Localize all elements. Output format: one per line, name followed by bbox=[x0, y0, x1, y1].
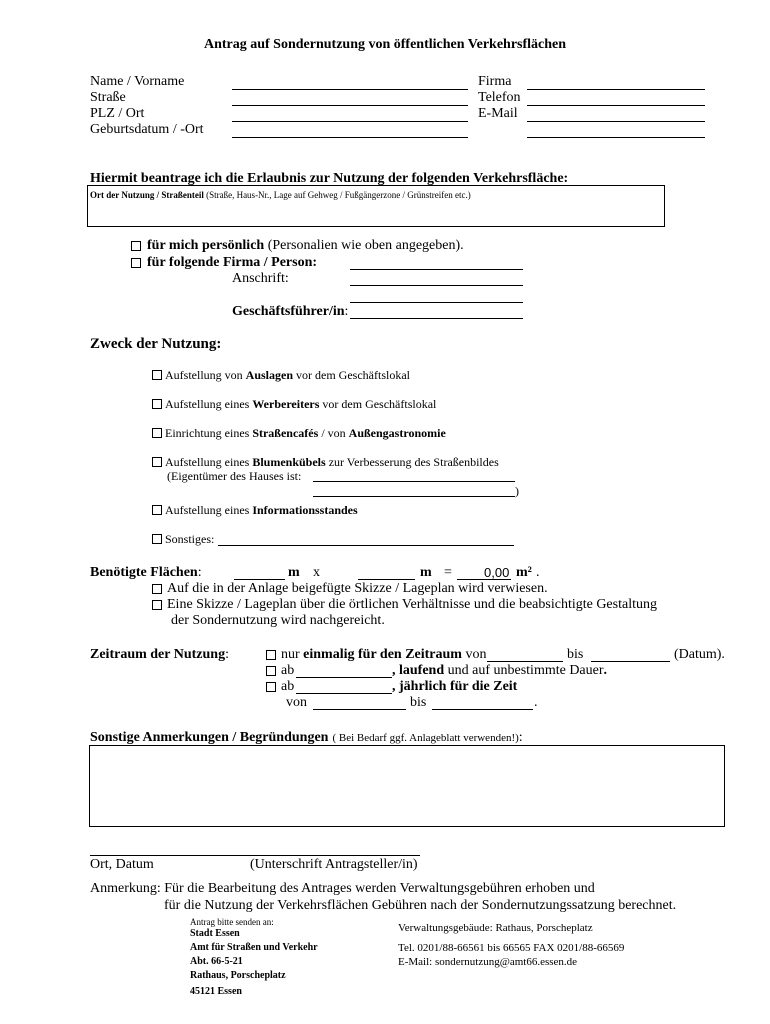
area-result[interactable]: 0,00 bbox=[484, 565, 510, 580]
address-label: Anschrift: bbox=[232, 271, 289, 286]
sketch-later-label-2: der Sondernutzung wird nachgereicht. bbox=[171, 613, 385, 628]
purpose-checkbox-4[interactable] bbox=[152, 457, 162, 467]
address-line-3: Abt. 66-5-21 bbox=[190, 956, 243, 967]
contact-email: E-Mail: sondernutzung@amt66.essen.de bbox=[398, 956, 578, 968]
other-purpose-field[interactable] bbox=[218, 545, 514, 546]
remarks-colon: : bbox=[518, 730, 523, 745]
company-checkbox[interactable] bbox=[131, 258, 141, 268]
once-text-a: nur bbox=[281, 647, 304, 662]
location-label-row bbox=[90, 191, 471, 200]
once-datum-label: (Datum). bbox=[674, 647, 725, 662]
extra-field[interactable] bbox=[527, 137, 705, 138]
manager-colon: : bbox=[344, 304, 349, 319]
address-field-1[interactable] bbox=[350, 285, 523, 286]
yearly-dot: . bbox=[534, 695, 538, 710]
area-colon: : bbox=[197, 565, 202, 580]
company-name-field[interactable] bbox=[350, 269, 523, 270]
sketch-later-checkbox[interactable] bbox=[152, 600, 162, 610]
remarks-label: Sonstige Anmerkungen / Begründungen bbox=[90, 730, 329, 745]
ongoing-label bbox=[392, 664, 607, 678]
purpose-5-text-b: Informationsstandes bbox=[252, 503, 358, 517]
purpose-3-text-d: Außengastronomie bbox=[348, 426, 446, 440]
once-checkbox[interactable] bbox=[266, 650, 276, 660]
purpose-4-text-b: Blumenkübels bbox=[252, 455, 326, 469]
owner-field-2[interactable] bbox=[313, 496, 515, 497]
ongoing-from-field[interactable] bbox=[296, 677, 392, 678]
purpose-checkbox-5[interactable] bbox=[152, 505, 162, 515]
purpose-4-text-a: Aufstellung eines bbox=[165, 455, 253, 469]
once-from-field[interactable] bbox=[487, 661, 563, 662]
purpose-1-text-b: Auslagen bbox=[245, 368, 294, 382]
yearly-bis-label: bis bbox=[410, 695, 427, 710]
personal-option-rest: (Personalien wie oben angegeben). bbox=[267, 238, 464, 253]
form-title: Antrag auf Sondernutzung von öffentlichen Verkehrsflächen bbox=[203, 37, 567, 52]
area-unit: m² bbox=[516, 565, 532, 580]
purpose-2-text-c: vor dem Geschäftslokal bbox=[319, 397, 437, 411]
email-field[interactable] bbox=[527, 121, 705, 122]
area-dot: . bbox=[536, 565, 540, 580]
manager-field[interactable] bbox=[350, 318, 523, 319]
location-box[interactable] bbox=[87, 185, 665, 227]
area-label: Benötigte Flächen bbox=[90, 565, 198, 580]
address-line-5: 45121 Essen bbox=[190, 986, 242, 997]
yearly-bis-field[interactable] bbox=[432, 709, 533, 710]
ongoing-text-d: . bbox=[603, 663, 608, 678]
manager-label: Geschäftsführer/in bbox=[232, 304, 345, 319]
personal-checkbox[interactable] bbox=[131, 241, 141, 251]
ongoing-ab-label: ab bbox=[281, 663, 295, 678]
address-line-1: Stadt Essen bbox=[190, 928, 240, 939]
birth-field[interactable] bbox=[232, 137, 468, 138]
street-label: Straße bbox=[90, 90, 126, 105]
once-to-field[interactable] bbox=[591, 661, 670, 662]
purpose-3-text-a: Einrichtung eines bbox=[165, 426, 253, 440]
period-row-label bbox=[90, 648, 229, 662]
yearly-von-label: von bbox=[286, 695, 307, 710]
purpose-2-text-a: Aufstellung eines bbox=[165, 397, 253, 411]
purpose-heading: Zweck der Nutzung: bbox=[90, 336, 222, 352]
purpose-option-5 bbox=[165, 504, 358, 516]
note-line-1: Anmerkung: Für die Bearbeitung des Antrages werden Verwaltungsgebühren erhoben und bbox=[90, 881, 595, 896]
contact-building: Verwaltungsgebäude: Rathaus, Porscheplatz bbox=[398, 922, 593, 934]
sketch-attached-label: Auf die in der Anlage beigefügte Skizze / Lageplan wird verwiesen. bbox=[167, 581, 548, 596]
width-field[interactable] bbox=[234, 579, 285, 580]
purpose-option-6: Sonstiges: bbox=[165, 532, 215, 546]
yearly-from-field[interactable] bbox=[296, 693, 392, 694]
location-label: Ort der Nutzung / Straßenteil bbox=[90, 190, 204, 200]
remarks-hint: ( Bei Bedarf ggf. Anlageblatt verwenden!) bbox=[332, 732, 519, 744]
purpose-4-text-c: zur Verbesserung des Straßenbildes bbox=[325, 455, 499, 469]
period-colon: : bbox=[225, 647, 229, 662]
purpose-5-text-a: Aufstellung eines bbox=[165, 503, 253, 517]
company-field[interactable] bbox=[527, 89, 705, 90]
place-date-label: Ort, Datum bbox=[90, 857, 154, 872]
owner-close: ) bbox=[515, 484, 519, 498]
once-text-b: einmalig für den Zeitraum bbox=[303, 647, 462, 662]
send-to-label: Antrag bitte senden an: bbox=[190, 917, 274, 927]
address-field-2[interactable] bbox=[350, 302, 523, 303]
street-field[interactable] bbox=[232, 105, 468, 106]
times-sign: x bbox=[313, 565, 320, 580]
once-bis-label: bis bbox=[567, 647, 584, 662]
once-label bbox=[281, 648, 486, 662]
purpose-option-2 bbox=[165, 398, 436, 410]
yearly-von-field[interactable] bbox=[313, 709, 406, 710]
length-unit: m bbox=[420, 565, 432, 580]
purpose-option-3 bbox=[165, 427, 446, 439]
company-label: Firma bbox=[478, 74, 512, 89]
personal-option-bold: für mich persönlich bbox=[147, 238, 265, 253]
purpose-option-4 bbox=[165, 456, 499, 468]
phone-label: Telefon bbox=[478, 90, 521, 105]
signature-line[interactable] bbox=[90, 855, 420, 856]
name-field[interactable] bbox=[232, 89, 468, 90]
purpose-checkbox-6[interactable] bbox=[152, 534, 162, 544]
address-line-4: Rathaus, Porscheplatz bbox=[190, 970, 286, 981]
company-option: für folgende Firma / Person: bbox=[147, 255, 318, 270]
manager-row bbox=[232, 305, 348, 319]
once-text-c: von bbox=[461, 647, 487, 662]
purpose-checkbox-1[interactable] bbox=[152, 370, 162, 380]
purpose-checkbox-2[interactable] bbox=[152, 399, 162, 409]
yearly-checkbox[interactable] bbox=[266, 682, 276, 692]
address-line-2: Amt für Straßen und Verkehr bbox=[190, 942, 318, 953]
remarks-label-row bbox=[90, 729, 523, 745]
purpose-1-text-c: vor dem Geschäftslokal bbox=[293, 368, 410, 382]
length-field[interactable] bbox=[358, 579, 415, 580]
area-row-label bbox=[90, 566, 202, 580]
purpose-3-text-b: Straßencafés bbox=[252, 426, 319, 440]
signature-label: (Unterschrift Antragsteller/in) bbox=[250, 857, 418, 872]
ongoing-checkbox[interactable] bbox=[266, 666, 276, 676]
note-line-2: für die Nutzung der Verkehrsflächen Gebühren nach der Sondernutzungssatzung berechnet. bbox=[164, 898, 677, 913]
personal-option bbox=[147, 239, 464, 253]
email-label: E-Mail bbox=[478, 106, 518, 121]
purpose-3-text-c: / von bbox=[318, 426, 349, 440]
purpose-checkbox-3[interactable] bbox=[152, 428, 162, 438]
width-unit: m bbox=[288, 565, 300, 580]
location-hint: (Straße, Haus-Nr., Lage auf Gehweg / Fußgängerzone / Grünstreifen etc.) bbox=[206, 190, 471, 200]
purpose-2-text-b: Werbereiters bbox=[252, 397, 320, 411]
contact-phone: Tel. 0201/88-66561 bis 66565 FAX 0201/88-66569 bbox=[398, 942, 625, 954]
yearly-ab-label: ab bbox=[281, 679, 295, 694]
sketch-attached-checkbox[interactable] bbox=[152, 584, 162, 594]
request-heading: Hiermit beantrage ich die Erlaubnis zur Nutzung der folgenden Verkehrsfläche: bbox=[90, 171, 569, 186]
owner-label: (Eigentümer des Hauses ist: bbox=[167, 469, 302, 483]
owner-field-1[interactable] bbox=[313, 481, 515, 482]
ongoing-text-b: , laufend bbox=[392, 663, 445, 678]
ongoing-text-c: und auf unbestimmte Dauer bbox=[444, 663, 604, 678]
city-field[interactable] bbox=[232, 121, 468, 122]
birth-label: Geburtsdatum / -Ort bbox=[90, 122, 204, 137]
city-label: PLZ / Ort bbox=[90, 106, 145, 121]
purpose-option-1 bbox=[165, 369, 410, 381]
sketch-later-label: Eine Skizze / Lageplan über die örtlichen Verhältnisse und die beabsichtigte Gestaltung bbox=[167, 597, 657, 612]
phone-field[interactable] bbox=[527, 105, 705, 106]
remarks-box[interactable] bbox=[89, 745, 725, 827]
yearly-label: , jährlich für die Zeit bbox=[392, 679, 518, 694]
period-label: Zeitraum der Nutzung bbox=[90, 647, 226, 662]
purpose-1-text-a: Aufstellung von bbox=[165, 368, 246, 382]
name-label: Name / Vorname bbox=[90, 74, 185, 89]
equals-sign: = bbox=[444, 565, 452, 580]
